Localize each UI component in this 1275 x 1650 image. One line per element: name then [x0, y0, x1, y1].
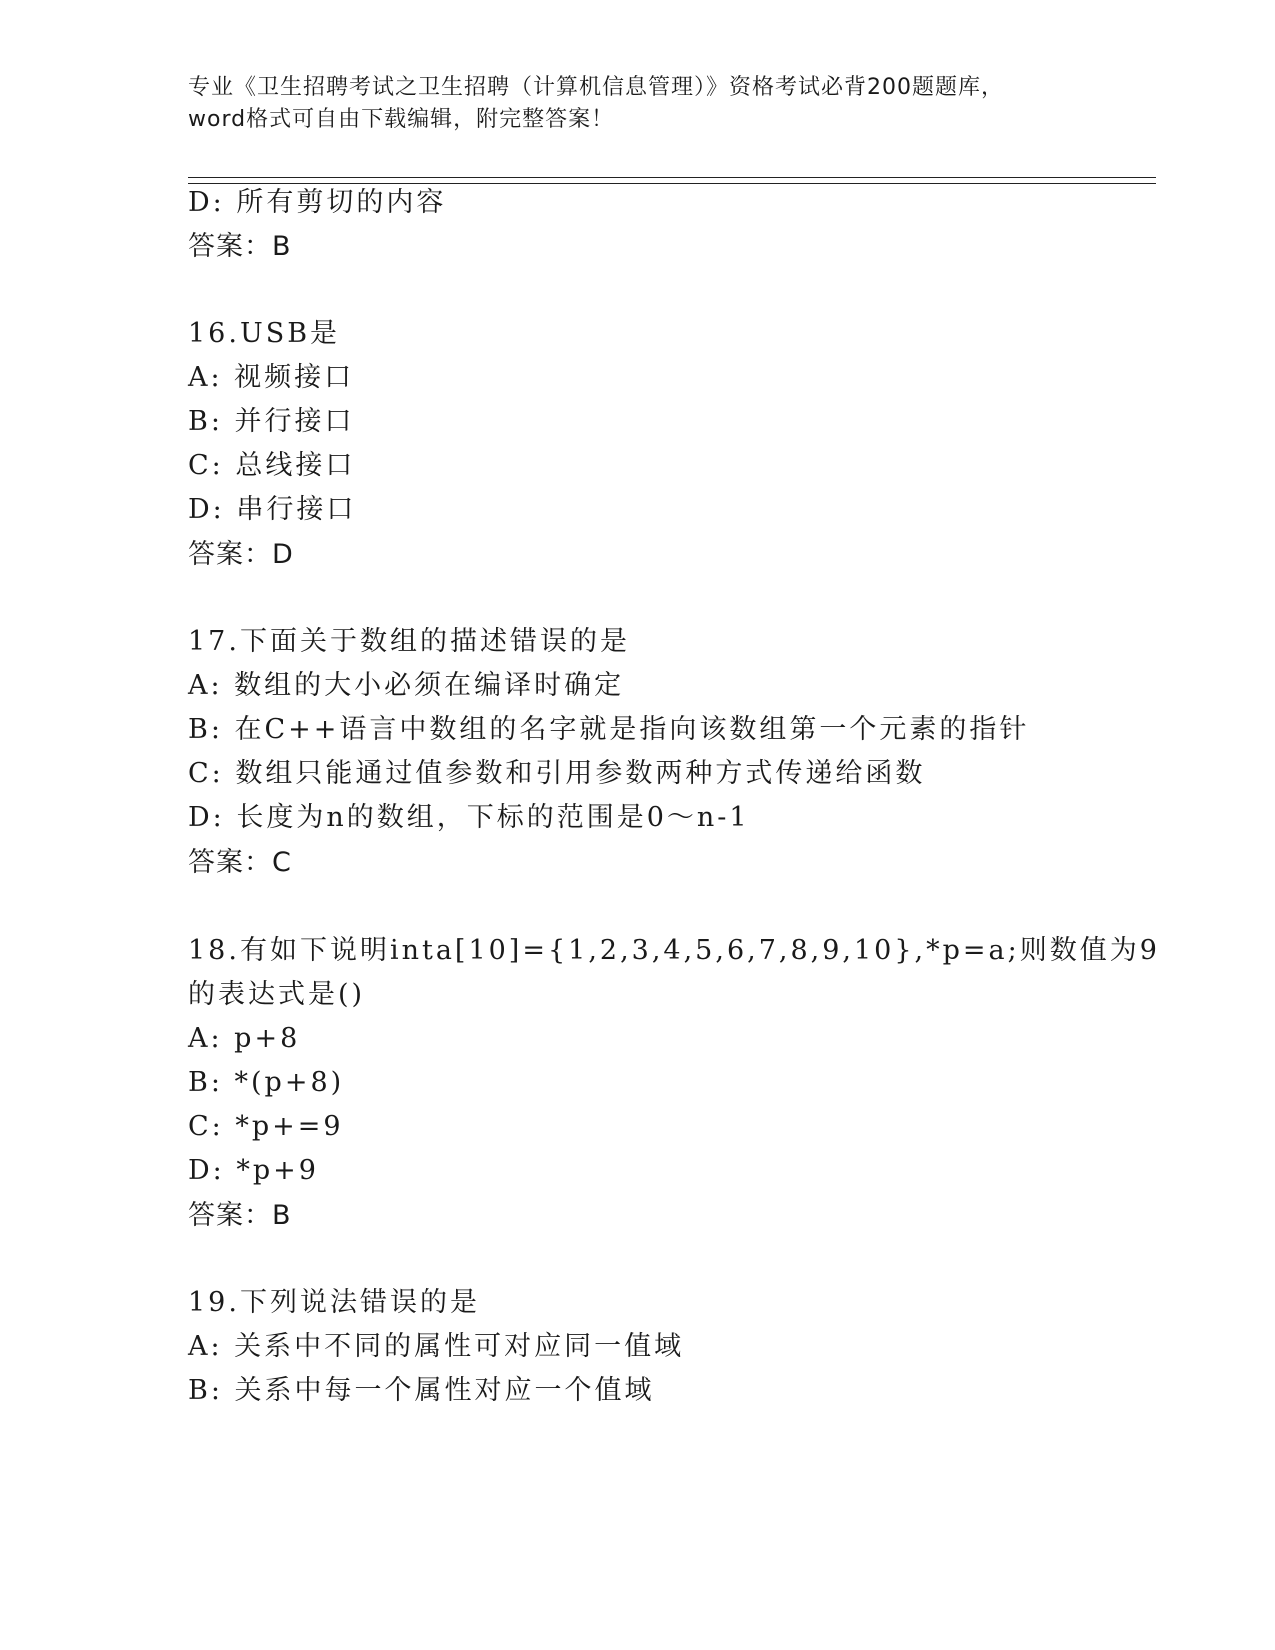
option-d: D: 长度为n的数组，下标的范围是0～n-1 [188, 802, 750, 833]
header-divider-top [188, 177, 1156, 178]
option-b: B: 在C++语言中数组的名字就是指向该数组第一个元素的指针 [188, 714, 1030, 745]
question-19: 19.下列说法错误的是 [188, 1287, 480, 1318]
option-b: B: *(p+8) [188, 1067, 345, 1098]
document-header [188, 72, 1088, 136]
option-b: B: 并行接口 [188, 406, 355, 437]
header-title-line-2: word格式可自由下载编辑，附完整答案！ [188, 107, 615, 132]
option-b: B: 关系中每一个属性对应一个值域 [188, 1375, 655, 1406]
option-a: A: 关系中不同的属性可对应同一值域 [188, 1331, 685, 1362]
option-a: A: p+8 [188, 1023, 301, 1054]
option-a: A: 视频接口 [188, 362, 355, 393]
option-d: D: 串行接口 [188, 494, 357, 525]
header-divider-bottom [188, 183, 1156, 184]
answer-line: 答案：C [188, 847, 292, 878]
option-d: D: *p+9 [188, 1155, 319, 1186]
option-c: C: 数组只能通过值参数和引用参数两种方式传递给函数 [188, 758, 926, 789]
option-c: C: 总线接口 [188, 450, 356, 481]
option-a: A: 数组的大小必须在编译时确定 [188, 670, 625, 701]
option-c: C: *p+=9 [188, 1111, 344, 1142]
answer-line: 答案：B [188, 231, 292, 262]
answer-line: 答案：D [188, 539, 294, 570]
answer-line: 答案：B [188, 1200, 292, 1231]
question-17: 17.下面关于数组的描述错误的是 [188, 626, 630, 657]
option-d: D: 所有剪切的内容 [188, 187, 447, 218]
question-18: 18.有如下说明inta[10]={1,2,3,4,5,6,7,8,9,10},*p=a;则数值为9 [188, 935, 1160, 966]
question-16: 16.USB是 [188, 318, 341, 349]
question-18-continued: 的表达式是() [188, 979, 366, 1010]
header-title-line-1: 专业《卫生招聘考试之卫生招聘（计算机信息管理）》资格考试必背200题题库， [188, 75, 1004, 100]
